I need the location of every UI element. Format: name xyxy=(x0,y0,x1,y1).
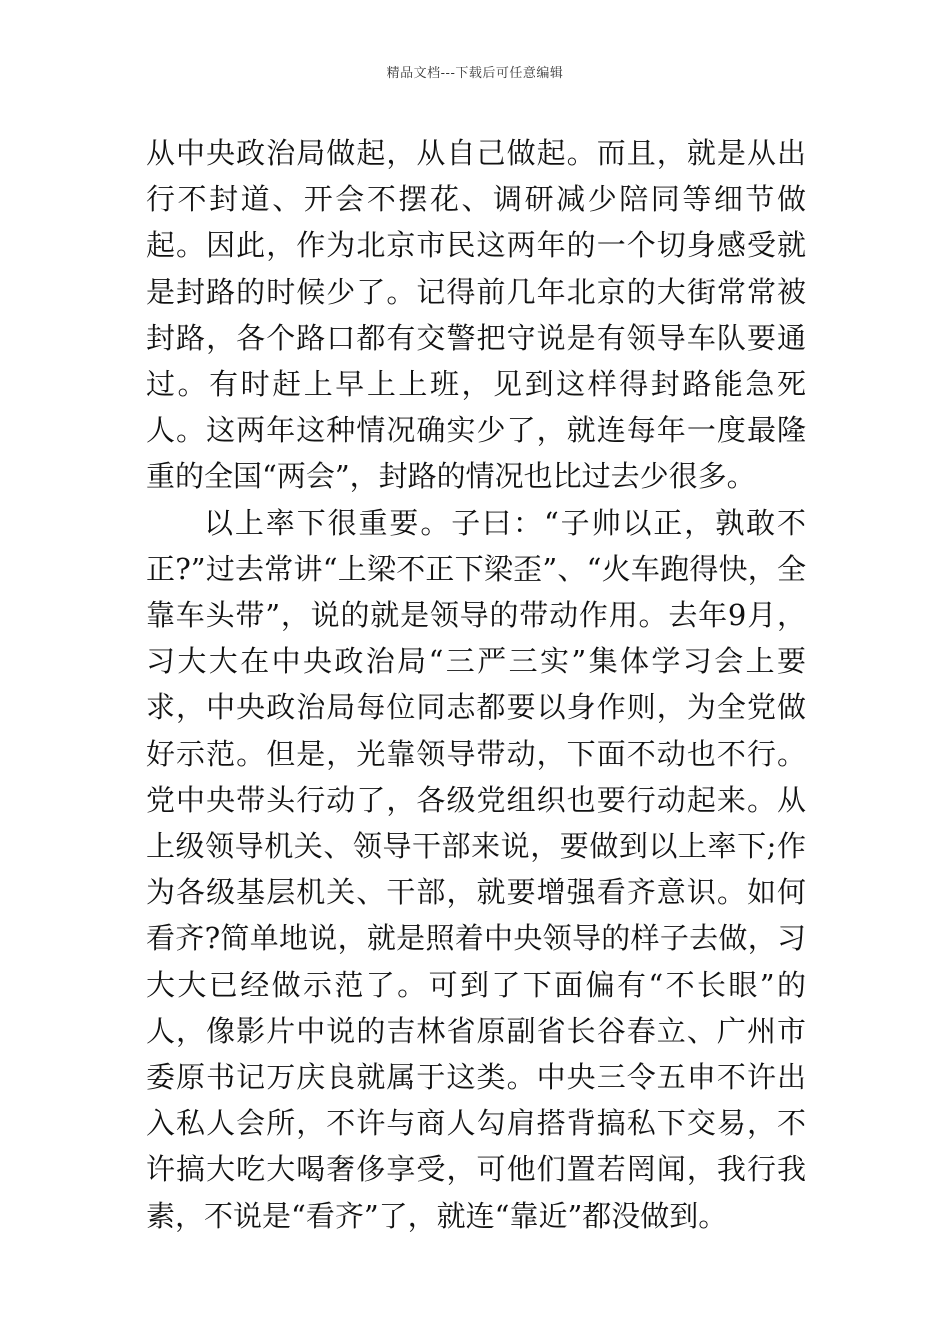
document-body xyxy=(146,130,806,1239)
paragraph-1: 从中央政治局做起，从自己做起。而且，就是从出行不封道、开会不摆花、调研减少陪同等细节做起。因此，作为北京市民这两年的一个切身感受就是封路的时候少了。记得前几年北京的大街常常被封路，各个路口都有交警把守说是有领导车队要通过。有时赶上早上上班，见到这样得封路能急死人。这两年这种情况确实少了，就连每年一度最隆重的全国“两会”，封路的情况也比过去少很多。 xyxy=(146,136,806,494)
paragraph-2: 以上率下很重要。子曰：“子帅以正，孰敢不正?”过去常讲“上梁不正下梁歪”、“火车跑得快，全靠车头带”，说的就是领导的带动作用。去年9月，习大大在中央政治局“三严三实”集体学习会上要求，中央政治局每位同志都要以身作则，为全党做好示范。但是，光靠领导带动，下面不动也不行。党中央带头行动了，各级党组织也要行动起来。从上级领导机关、领导干部来说，要做到以上率下;作为各级基层机关、干部，就要增强看齐意识。如何看齐?简单地说，就是照着中央领导的样子去做，习大大已经做示范了。可到了下面偏有“不长眼”的人，像影片中说的吉林省原副省长谷春立、广州市委原书记万庆良就属于这类。中央三令五申不许出入私人会所，不许与商人勾肩搭背搞私下交易，不许搞大吃大喝奢侈享受，可他们置若罔闻，我行我素，不说是“看齐”了，就连“靠近”都没做到。 xyxy=(146,505,806,1233)
page-header: 精品文档---下载后可任意编辑 xyxy=(386,66,564,81)
